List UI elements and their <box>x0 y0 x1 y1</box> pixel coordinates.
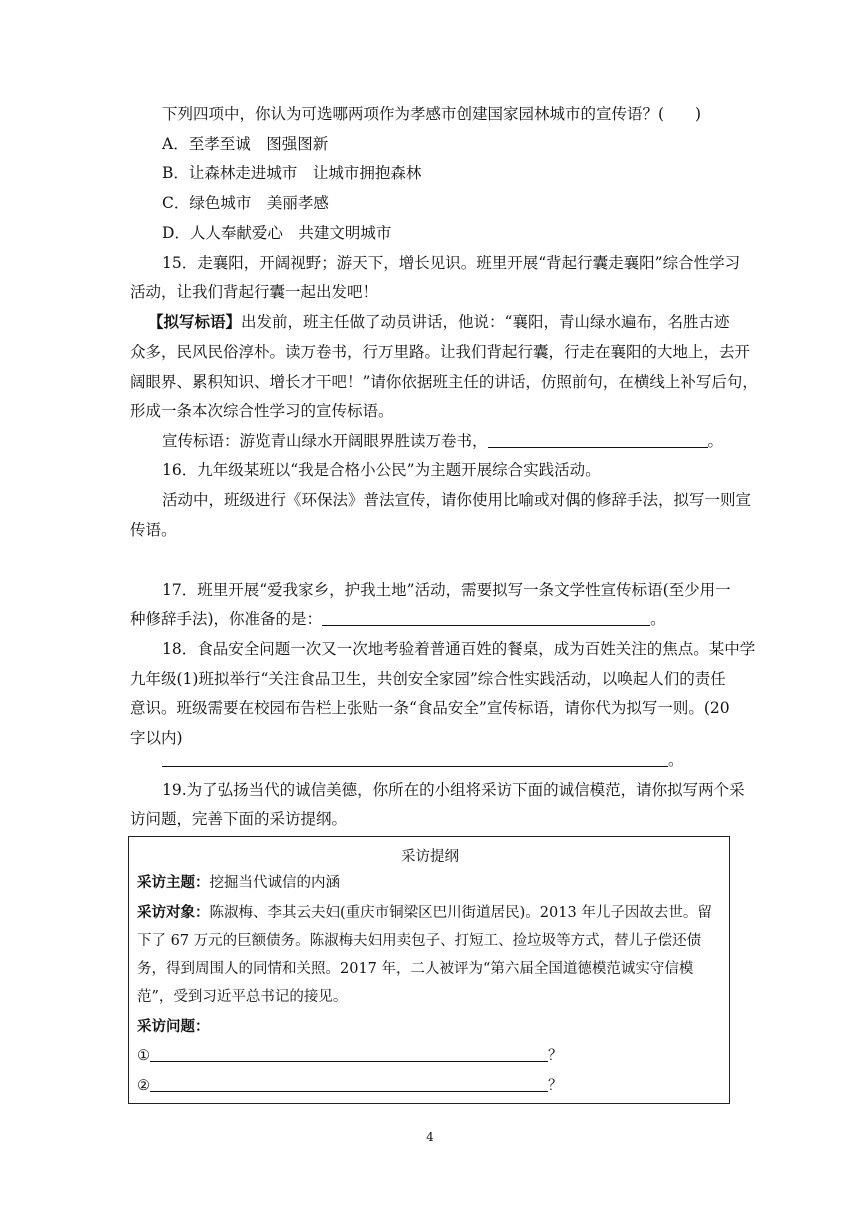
outline-question-1 <box>137 1045 563 1066</box>
outline-target-line-2: 下了 67 万元的巨额债务。陈淑梅夫妇用卖包子、打短工、捡垃圾等方式，替儿子偿还债 <box>137 933 702 949</box>
q15-line-3 <box>148 312 860 332</box>
outline-title: 采访提纲 <box>401 849 459 865</box>
q17-suffix: 。 <box>650 610 666 628</box>
outline-questions-label: 采访问题： <box>137 1018 210 1035</box>
q18-line-2: 九年级(1)班拟举行“关注食品卫生，共创安全家园”综合性实践活动，以唤起人们的责任 <box>130 670 726 688</box>
q14-option-b: B．让森林走进城市 让城市拥抱森林 <box>162 164 422 182</box>
outline-target-label: 采访对象： <box>137 904 210 921</box>
question-2-mark: ② <box>137 1078 150 1094</box>
q17-line-1: 17．班里开展“爱我家乡，护我土地”活动，需要拟写一条文学性宣传标语(至少用一 <box>162 581 731 599</box>
question-1-mark: ① <box>137 1048 150 1064</box>
q14-option-c: C．绿色城市 美丽孝感 <box>162 194 329 212</box>
outline-target-line-1: 陈淑梅、李其云夫妇(重庆市铜梁区巴川街道居民)。2013 年儿子因故去世。留 <box>209 905 712 921</box>
q19-line-1: 19.为了弘扬当代的诚信美德，你所在的小组将采访下面的诚信模范，请你拟写两个采 <box>162 781 745 799</box>
interview-outline-box <box>128 836 730 1104</box>
q18-suffix: 。 <box>668 751 684 769</box>
outline-question-2 <box>137 1075 563 1096</box>
q16-line-1: 16．九年级某班以“我是合格小公民”为主题开展综合实践活动。 <box>162 461 601 479</box>
question-2-suffix: ？ <box>548 1078 563 1094</box>
outline-theme-text: 挖掘当代诚信的内涵 <box>209 875 340 891</box>
outline-theme <box>137 873 340 893</box>
q15-line-2: 活动，让我们背起行囊一起出发吧！ <box>130 283 379 301</box>
q14-stem: 下列四项中，你认为可选哪两项作为孝感市创建国家园林城市的宣传语？( ) <box>162 105 702 123</box>
q15-answer-blank[interactable] <box>488 431 708 448</box>
q15-answer-line <box>162 431 860 451</box>
q18-line-4: 字以内) <box>130 729 183 747</box>
q18-line-1: 18．食品安全问题一次又一次地考验着普通百姓的餐桌，成为百姓关注的焦点。某中学 <box>162 640 756 658</box>
q15-line-3-text: 出发前，班主任做了动员讲话，他说：“襄阳，青山绿水遍布，名胜古迹 <box>241 313 730 331</box>
q18-answer-blank[interactable] <box>162 750 668 767</box>
question-1-blank[interactable] <box>150 1045 548 1062</box>
q15-answer-suffix: 。 <box>707 432 724 450</box>
q18-answer-line <box>162 750 860 770</box>
q15-answer-prefix: 宣传标语：游览青山绿水开阔眼界胜读万卷书， <box>162 432 488 450</box>
q18-line-3: 意识。班级需要在校园布告栏上张贴一条“食品安全”宣传标语，请你代为拟写一则。(20 <box>130 699 730 717</box>
outline-target <box>137 903 712 923</box>
q15-line-6: 形成一条本次综合性学习的宣传标语。 <box>130 402 394 420</box>
question-2-blank[interactable] <box>150 1075 548 1092</box>
outline-theme-label: 采访主题： <box>137 874 210 891</box>
q15-label: 【拟写标语】 <box>148 312 242 331</box>
q15-line-5: 阔眼界、累积知识、增长才干吧！”请你依据班主任的讲话，仿照前句，在横线上补写后句， <box>130 373 758 391</box>
q17-prompt: 种修辞手法)，你准备的是： <box>130 610 323 628</box>
outline-target-line-3: 务，得到周围人的同情和关照。2017 年，二人被评为“第六届全国道德模范诚实守信模 <box>137 961 694 977</box>
q19-line-2: 访问题，完善下面的采访提纲。 <box>130 810 348 828</box>
q16-line-2: 活动中，班级进行《环保法》普法宣传，请你使用比喻或对偶的修辞手法，拟写一则宣 <box>162 491 752 509</box>
q15-line-1: 15．走襄阳，开阔视野；游天下，增长见识。班里开展“背起行囊走襄阳”综合性学习 <box>162 254 741 272</box>
q17-line-2 <box>130 609 860 629</box>
page-number: 4 <box>426 1130 434 1144</box>
question-1-suffix: ？ <box>548 1048 563 1064</box>
q14-option-d: D．人人奉献爱心 共建文明城市 <box>162 224 392 242</box>
q15-line-4: 众多，民风民俗淳朴。读万卷书，行万里路。让我们背起行囊，行走在襄阳的大地上，去开 <box>130 343 751 361</box>
q17-answer-blank[interactable] <box>322 609 650 626</box>
q16-line-3: 传语。 <box>130 521 177 539</box>
q14-option-a: A．至孝至诚 图强图新 <box>162 135 329 153</box>
outline-target-line-4: 范”，受到习近平总书记的接见。 <box>137 989 348 1005</box>
